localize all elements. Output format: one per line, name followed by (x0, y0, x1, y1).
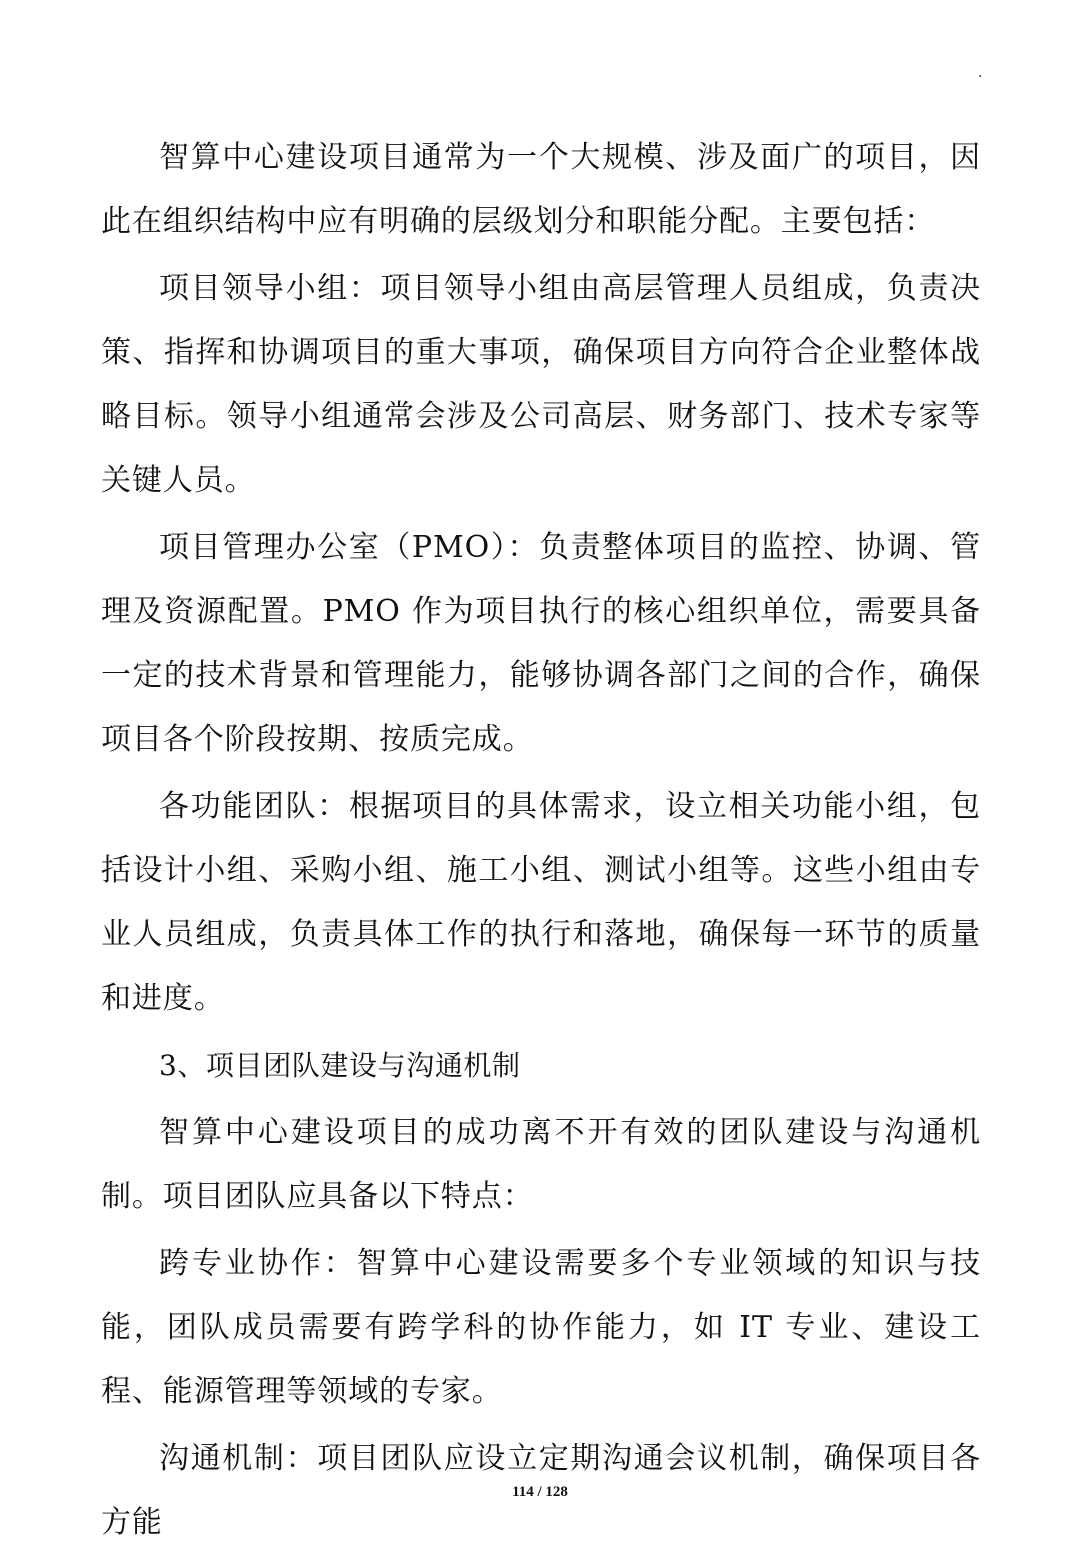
paragraph-cross-discipline: 跨专业协作：智算中心建设需要多个专业领域的知识与技能，团队成员需要有跨学科的协作能力，如 IT 专业、建设工程、能源管理等领域的专家。 (101, 1246, 981, 1409)
page-number: 114 / 128 (512, 1484, 568, 1500)
paragraph-org-structure-intro: 智算中心建设项目通常为一个大规模、涉及面广的项目，因此在组织结构中应有明确的层级划分和职能分配。主要包括： (101, 140, 981, 239)
paragraph-communication-mechanism: 沟通机制：项目团队应设立定期沟通会议机制，确保项目各方能 (101, 1441, 981, 1540)
corner-mark: · (978, 69, 983, 85)
section-heading-team-communication: 3、项目团队建设与沟通机制 (159, 1049, 521, 1082)
paragraph-pmo: 项目管理办公室（PMO）：负责整体项目的监控、协调、管理及资源配置。PMO 作为项目执行的核心组织单位，需要具备一定的技术背景和管理能力，能够协调各部门之间的合作，确保项目各个阶段按期、按质完成。 (101, 530, 981, 757)
paragraph-functional-teams: 各功能团队：根据项目的具体需求，设立相关功能小组，包括设计小组、采购小组、施工小组、测试小组等。这些小组由专业人员组成，负责具体工作的执行和落地，确保每一环节的质量和进度。 (101, 789, 981, 1016)
document-body (101, 126, 981, 1558)
paragraph-leadership-group: 项目领导小组：项目领导小组由高层管理人员组成，负责决策、指挥和协调项目的重大事项，确保项目方向符合企业整体战略目标。领导小组通常会涉及公司高层、财务部门、技术专家等关键人员。 (101, 271, 981, 498)
paragraph-team-building-intro: 智算中心建设项目的成功离不开有效的团队建设与沟通机制。项目团队应具备以下特点： (101, 1115, 981, 1214)
